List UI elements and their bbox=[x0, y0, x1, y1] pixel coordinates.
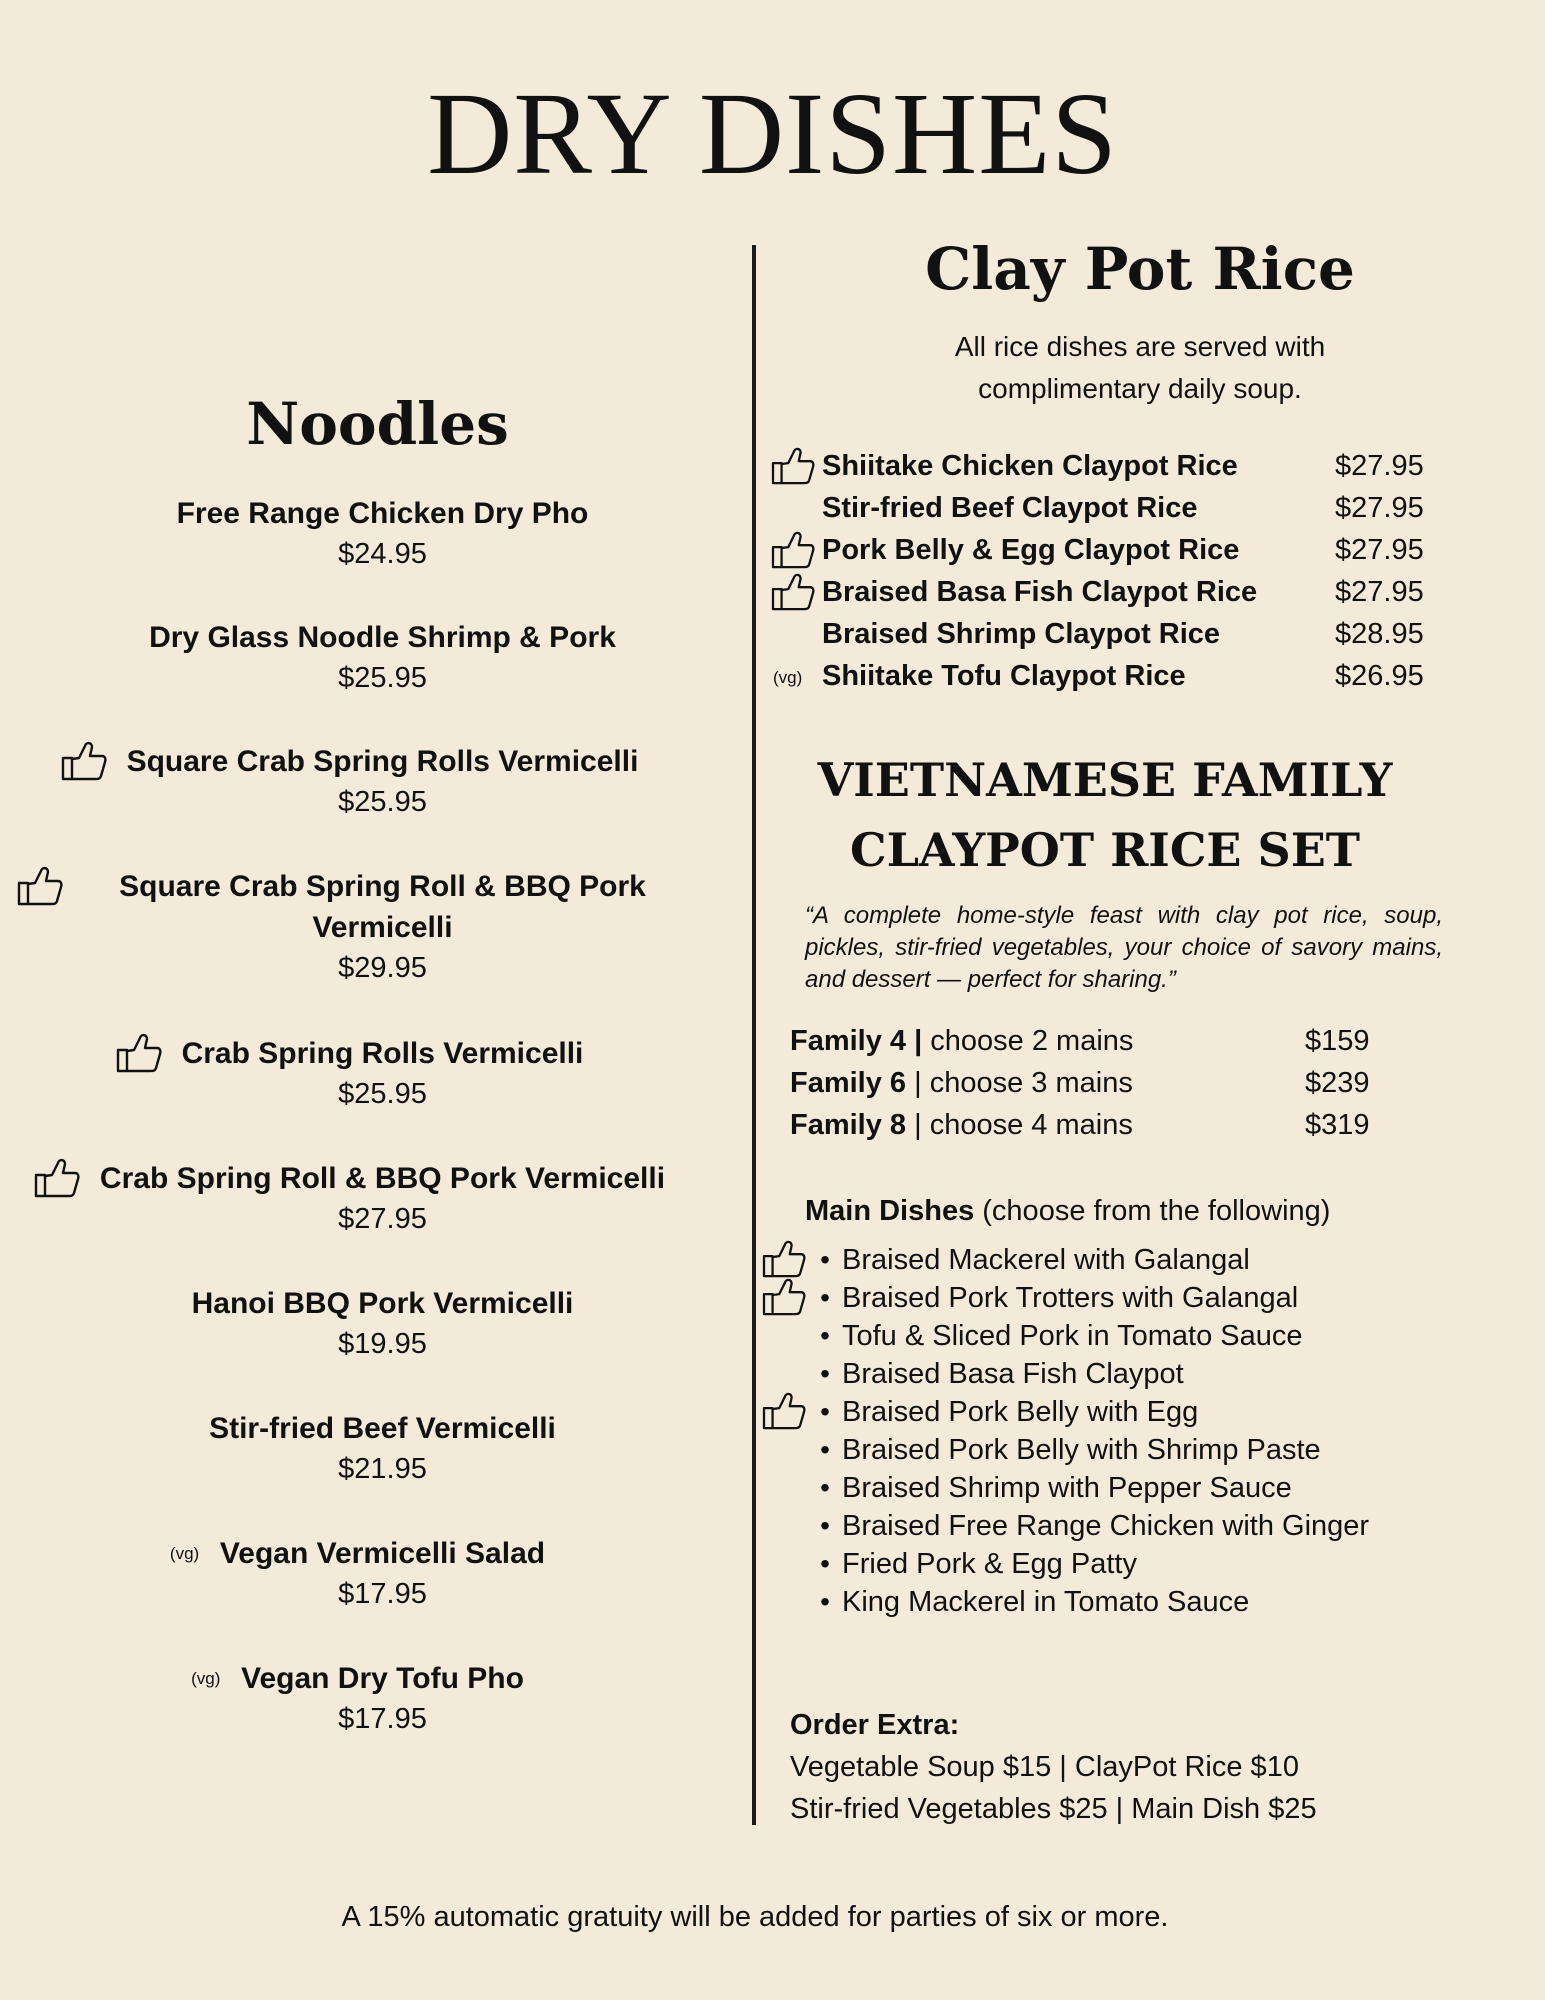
noodle-item-price: $17.95 bbox=[338, 1703, 427, 1735]
noodle-item-price: $19.95 bbox=[338, 1328, 427, 1360]
claypot-rice-name: Braised Basa Fish Claypot Rice bbox=[822, 576, 1258, 608]
noodle-item-price: $25.95 bbox=[338, 1078, 427, 1110]
noodle-item-price: $25.95 bbox=[338, 662, 427, 694]
family-set-quote: “A complete home-style feast with clay pot rice, soup, pickles, stir-fried vegetables, your choice of savory mains, and dessert — perfect for sharing.” bbox=[805, 902, 1443, 993]
family-set-option bbox=[790, 1020, 1410, 1062]
noodle-item-name: Hanoi BBQ Pork Vermicelli bbox=[191, 1287, 574, 1320]
main-dish-name: King Mackerel in Tomato Sauce bbox=[842, 1586, 1250, 1618]
main-dishes-note: (choose from the following) bbox=[974, 1195, 1331, 1227]
claypot-rice-price: $28.95 bbox=[1335, 618, 1424, 650]
thumbs-up-icon bbox=[17, 864, 63, 906]
noodle-menu-item bbox=[0, 866, 765, 989]
noodle-item-name: Free Range Chicken Dry Pho bbox=[176, 497, 589, 530]
gratuity-note: A 15% automatic gratuity will be added for parties of six or more. bbox=[341, 1901, 1169, 1933]
claypot-rice-item bbox=[770, 655, 1450, 697]
noodle-item-price: $25.95 bbox=[338, 786, 427, 818]
bullet-marker: • bbox=[820, 1244, 830, 1275]
bullet-marker: • bbox=[820, 1548, 830, 1579]
family-set-heading-line: CLAYPOT RICE SET bbox=[849, 823, 1361, 877]
claypot-rice-item bbox=[770, 613, 1450, 655]
noodle-menu-item bbox=[0, 741, 765, 823]
main-dish-name: Braised Pork Belly with Shrimp Paste bbox=[842, 1434, 1321, 1466]
thumbs-up-icon bbox=[762, 1276, 806, 1316]
claypot-description-line: complimentary daily soup. bbox=[978, 373, 1302, 404]
family-set-price: $159 bbox=[1305, 1025, 1370, 1057]
noodle-menu-item bbox=[0, 1033, 765, 1115]
claypot-rice-name: Stir-fried Beef Claypot Rice bbox=[822, 492, 1198, 524]
page-title: DRY DISHES bbox=[427, 68, 1118, 199]
claypot-rice-name: Shiitake Tofu Claypot Rice bbox=[822, 660, 1186, 692]
noodle-item-name: Dry Glass Noodle Shrimp & Pork bbox=[149, 621, 616, 654]
bullet-marker: • bbox=[820, 1472, 830, 1503]
claypot-rice-price: $27.95 bbox=[1335, 576, 1424, 608]
family-set-option bbox=[790, 1104, 1410, 1146]
claypot-rice-price: $27.95 bbox=[1335, 450, 1424, 482]
bullet-marker: • bbox=[820, 1434, 830, 1465]
order-extra-title: Order Extra: bbox=[790, 1709, 960, 1741]
thumbs-up-icon bbox=[770, 529, 816, 569]
noodle-item-name: Vegan Dry Tofu Pho (vg) bbox=[241, 1658, 524, 1699]
noodle-menu-item bbox=[0, 1658, 765, 1740]
family-set-detail: choose 2 mains bbox=[922, 1025, 1134, 1057]
noodle-item-name: Crab Spring Rolls Vermicelli bbox=[182, 1033, 584, 1074]
thumbs-up-icon bbox=[770, 445, 816, 485]
noodle-item-name: Square Crab Spring Roll & BBQ Pork Vermicelli bbox=[83, 866, 683, 948]
noodle-item-price: $21.95 bbox=[338, 1453, 427, 1485]
main-dish-name: Braised Basa Fish Claypot bbox=[842, 1358, 1184, 1390]
family-set-detail: | choose 4 mains bbox=[906, 1109, 1133, 1141]
claypot-description bbox=[760, 326, 1520, 410]
main-dish-name: Braised Pork Belly with Egg bbox=[842, 1396, 1199, 1428]
thumbs-up-icon bbox=[34, 1156, 80, 1198]
order-extra-line: Vegetable Soup $15 | ClayPot Rice $10 bbox=[790, 1751, 1299, 1783]
main-dish-name: Braised Shrimp with Pepper Sauce bbox=[842, 1472, 1292, 1504]
noodle-item-name: Square Crab Spring Rolls Vermicelli bbox=[127, 741, 639, 782]
family-set-size: Family 8 bbox=[790, 1109, 907, 1141]
claypot-description-line: All rice dishes are served with bbox=[954, 331, 1326, 362]
thumbs-up-icon bbox=[61, 739, 107, 781]
thumbs-up-icon bbox=[762, 1390, 806, 1430]
family-set-detail: | choose 3 mains bbox=[906, 1067, 1133, 1099]
bullet-marker: • bbox=[820, 1320, 830, 1351]
bullet-marker: • bbox=[820, 1282, 830, 1313]
main-dishes-heading bbox=[805, 1190, 1330, 1232]
thumbs-up-icon bbox=[116, 1031, 162, 1073]
claypot-rice-price: $27.95 bbox=[1335, 534, 1424, 566]
noodle-item-name: Stir-fried Beef Vermicelli bbox=[209, 1412, 556, 1445]
family-set-price: $319 bbox=[1305, 1109, 1370, 1141]
order-extra-line: Stir-fried Vegetables $25 | Main Dish $25 bbox=[790, 1793, 1317, 1825]
main-dishes-label: Main Dishes bbox=[805, 1195, 975, 1227]
vegan-tag: (vg) bbox=[169, 1544, 200, 1563]
main-dish-name: Braised Mackerel with Galangal bbox=[842, 1244, 1250, 1276]
thumbs-up-icon bbox=[770, 571, 816, 611]
main-dish-name: Braised Free Range Chicken with Ginger bbox=[842, 1510, 1370, 1542]
claypot-rice-name: Pork Belly & Egg Claypot Rice bbox=[822, 534, 1240, 566]
thumbs-up-icon bbox=[762, 1238, 806, 1278]
noodle-menu-item bbox=[0, 617, 765, 699]
main-dish-name: Braised Pork Trotters with Galangal bbox=[842, 1282, 1299, 1314]
noodle-menu-item bbox=[0, 1283, 765, 1365]
claypot-rice-price: $27.95 bbox=[1335, 492, 1424, 524]
claypot-rice-item bbox=[770, 445, 1450, 487]
bullet-marker: • bbox=[820, 1396, 830, 1427]
main-dish-name: Tofu & Sliced Pork in Tomato Sauce bbox=[842, 1320, 1303, 1352]
claypot-heading: Clay Pot Rice bbox=[925, 235, 1355, 303]
bullet-marker: • bbox=[820, 1358, 830, 1389]
noodle-item-name: Crab Spring Roll & BBQ Pork Vermicelli bbox=[100, 1158, 665, 1199]
noodle-menu-item bbox=[0, 1158, 765, 1240]
noodle-item-name: Vegan Vermicelli Salad (vg) bbox=[220, 1533, 545, 1574]
noodle-item-price: $29.95 bbox=[338, 952, 427, 984]
noodle-item-price: $24.95 bbox=[338, 538, 427, 570]
vegan-tag: (vg) bbox=[773, 668, 803, 687]
noodles-heading: Noodles bbox=[246, 390, 509, 458]
family-set-size: Family 6 bbox=[790, 1067, 907, 1099]
claypot-rice-item bbox=[770, 529, 1450, 571]
claypot-rice-name: Braised Shrimp Claypot Rice bbox=[822, 618, 1221, 650]
noodle-item-price: $17.95 bbox=[338, 1578, 427, 1610]
claypot-rice-price: $26.95 bbox=[1335, 660, 1424, 692]
claypot-rice-item bbox=[770, 571, 1450, 613]
vegan-tag: (vg) bbox=[191, 1669, 221, 1688]
noodle-menu-item bbox=[0, 493, 765, 575]
family-set-heading bbox=[760, 745, 1450, 885]
claypot-rice-item bbox=[770, 487, 1450, 529]
claypot-rice-name: Shiitake Chicken Claypot Rice bbox=[822, 450, 1238, 482]
noodle-item-price: $27.95 bbox=[338, 1203, 427, 1235]
main-dish-name: Fried Pork & Egg Patty bbox=[842, 1548, 1137, 1580]
noodle-menu-item bbox=[0, 1533, 765, 1615]
family-set-price: $239 bbox=[1305, 1067, 1370, 1099]
bullet-marker: • bbox=[820, 1586, 830, 1617]
family-set-heading-line: VIETNAMESE FAMILY bbox=[817, 753, 1393, 807]
noodle-menu-item bbox=[0, 1408, 765, 1490]
bullet-marker: • bbox=[820, 1510, 830, 1541]
family-set-option bbox=[790, 1062, 1410, 1104]
family-set-size: Family 4 | bbox=[790, 1025, 923, 1057]
